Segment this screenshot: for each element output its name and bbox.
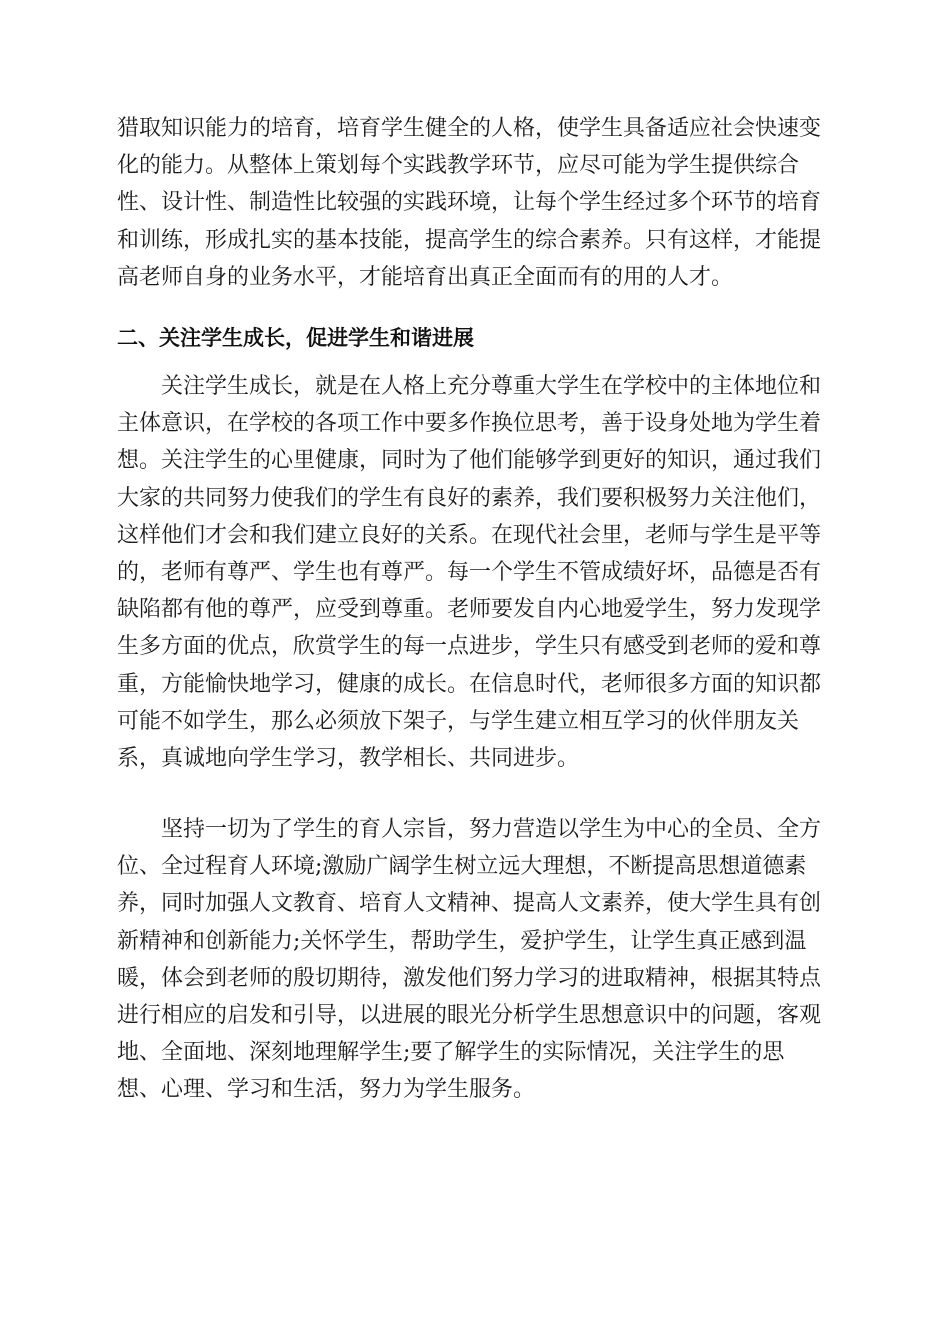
paragraph-3-line: 新精神和创新能力;关怀学生，帮助学生，爱护学生，让学生真正感到温 bbox=[117, 928, 807, 954]
paragraph-3-line: 位、全过程育人环境;激励广阔学生树立远大理想，不断提高思想道德素 bbox=[117, 854, 807, 880]
section-heading: 二、关注学生成长，促进学生和谐进展 bbox=[117, 326, 474, 350]
paragraph-2-line: 想。关注学生的心里健康，同时为了他们能够学到更好的知识，通过我们 bbox=[117, 448, 822, 474]
paragraph-2-line: 系，真诚地向学生学习，教学相长、共同进步。 bbox=[117, 745, 580, 771]
paragraph-1-line: 和训练，形成扎实的基本技能，提高学生的综合素养。只有这样，才能提 bbox=[117, 227, 822, 253]
paragraph-2-line: 的，老师有尊严、学生也有尊严。每一个学生不管成绩好坏，品德是否有 bbox=[117, 559, 822, 585]
paragraph-1-line: 高老师自身的业务水平，才能培育出真正全面而有的用的人才。 bbox=[117, 264, 734, 290]
paragraph-1 bbox=[117, 110, 833, 296]
paragraph-3-line: 暖，体会到老师的殷切期待，激发他们努力学习的进取精神，根据其特点 bbox=[117, 965, 822, 991]
paragraph-3-line: 坚持一切为了学生的育人宗旨，努力营造以学生为中心的全员、全方 bbox=[161, 817, 822, 842]
paragraph-2 bbox=[117, 368, 833, 777]
paragraph-2-line: 大家的共同努力使我们的学生有良好的素养，我们要积极努力关注他们， bbox=[117, 485, 822, 511]
paragraph-1-line: 猎取知识能力的培育，培育学生健全的人格，使学生具备适应社会快速变 bbox=[117, 116, 822, 141]
paragraph-2-line: 主体意识，在学校的各项工作中要多作换位思考，善于设身处地为学生着 bbox=[117, 411, 822, 437]
paragraph-3-line: 养，同时加强人文教育、培育人文精神、提高人文素养，使大学生具有创 bbox=[117, 891, 822, 917]
paragraph-3-line: 想、心理、学习和生活，努力为学生服务。 bbox=[117, 1077, 536, 1103]
paragraph-2-line: 缺陷都有他的尊严，应受到尊重。老师要发自内心地爱学生，努力发现学 bbox=[117, 597, 822, 623]
paragraph-3-line: 进行相应的启发和引导，以进展的眼光分析学生思想意识中的问题，客观 bbox=[117, 1002, 822, 1028]
paragraph-2-line: 重，方能愉快地学习，健康的成长。在信息时代，老师很多方面的知识都 bbox=[117, 671, 822, 697]
paragraph-2-line: 生多方面的优点，欣赏学生的每一点进步，学生只有感受到老师的爱和尊 bbox=[117, 634, 822, 660]
paragraph-1-line: 化的能力。从整体上策划每个实践教学环节，应尽可能为学生提供综合 bbox=[117, 153, 800, 179]
paragraph-3-line: 地、全面地、深刻地理解学生;要了解学生的实际情况，关注学生的思 bbox=[117, 1040, 785, 1066]
paragraph-2-line: 关注学生成长，就是在人格上充分尊重大学生在学校中的主体地位和 bbox=[161, 374, 822, 399]
paragraph-3 bbox=[117, 811, 833, 1109]
paragraph-2-line: 这样他们才会和我们建立良好的关系。在现代社会里，老师与学生是平等 bbox=[117, 522, 822, 548]
paragraph-1-line: 性、设计性、制造性比较强的实践环境，让每个学生经过多个环节的培育 bbox=[117, 190, 822, 216]
paragraph-2-line: 可能不如学生，那么必须放下架子，与学生建立相互学习的伙伴朋友关 bbox=[117, 708, 800, 734]
